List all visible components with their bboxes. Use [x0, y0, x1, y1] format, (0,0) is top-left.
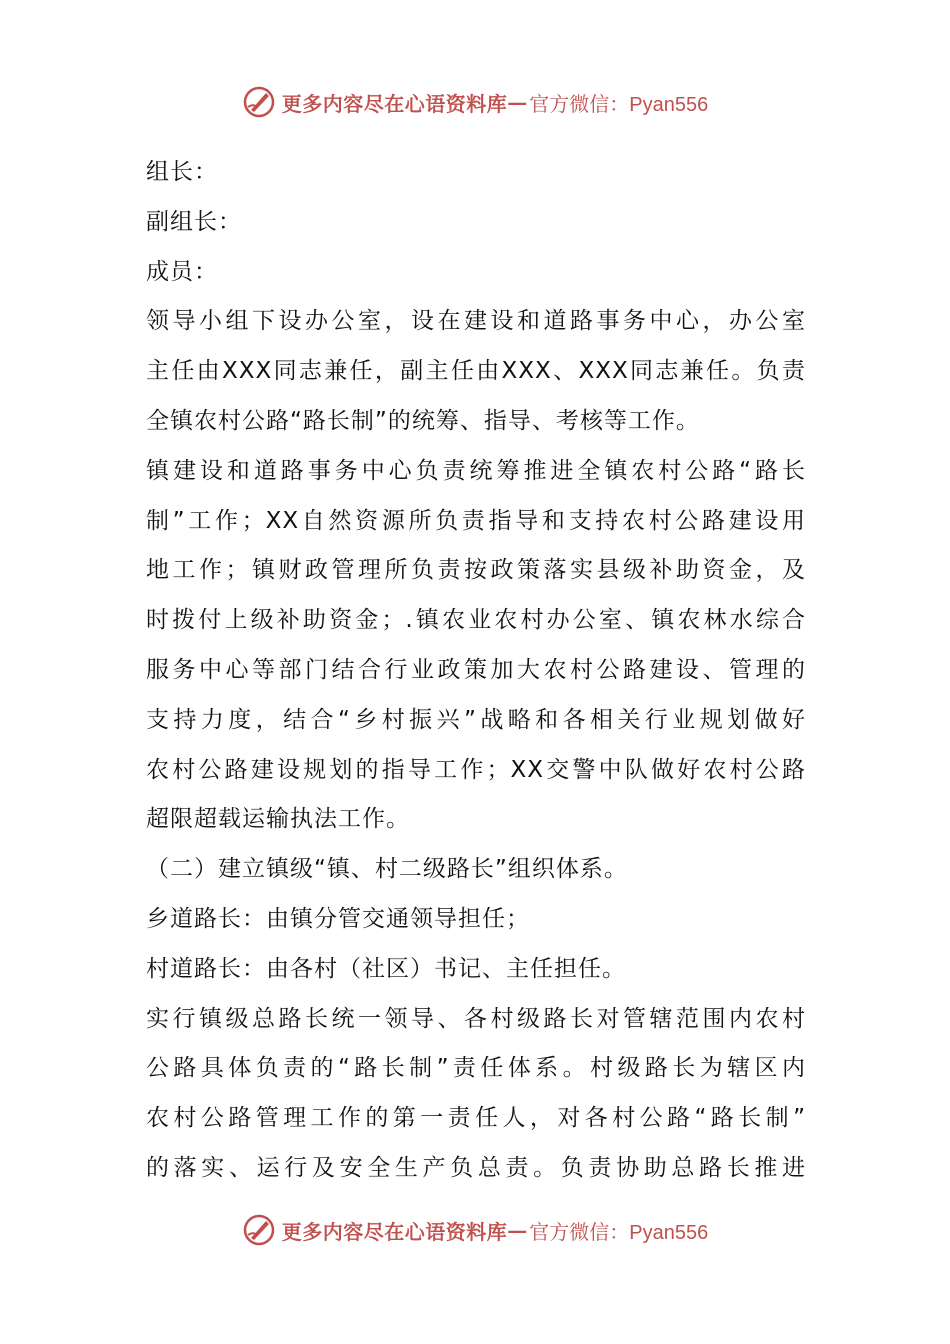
text-line: 主任由XXX同志兼任，副主任由XXX、XXX同志兼任。负责 [146, 358, 806, 385]
text-line: 全镇农村公路“路长制”的统筹、指导、考核等工作。 [146, 407, 700, 434]
banner-separator: — [507, 90, 528, 114]
header-watermark-banner [0, 82, 950, 122]
pen-circle-logo-icon [242, 85, 276, 119]
text-line: 服务中心等部门结合行业政策加大农村公路建设、管理的 [146, 656, 806, 683]
section-heading: （二）建立镇级“镇、村二级路长”组织体系。 [146, 856, 628, 883]
text-line: 乡道路长：由镇分管交通领导担任； [146, 905, 530, 932]
text-line: 副组长： [146, 208, 242, 235]
text-line: 农村公路建设规划的指导工作；XX交警中队做好农村公路 [146, 756, 806, 783]
banner-wechat: 官方微信：Pyan556 [529, 1221, 709, 1244]
text-line: 支持力度，结合“乡村振兴”战略和各相关行业规划做好 [146, 706, 806, 733]
banner-separator: — [507, 1218, 528, 1242]
text-line: 成员： [146, 258, 218, 285]
text-line: 公路具体负责的“路长制”责任体系。村级路长为辖区内 [146, 1055, 806, 1082]
text-line: 时拨付上级补助资金；.镇农业农村办公室、镇农林水综合 [146, 607, 806, 634]
text-line: 实行镇级总路长统一领导、各村级路长对管辖范围内农村 [146, 1005, 806, 1032]
banner-wechat: 官方微信：Pyan556 [529, 93, 709, 116]
footer-watermark-banner [0, 1210, 950, 1250]
text-line: 镇建设和道路事务中心负责统筹推进全镇农村公路“路长 [146, 457, 806, 484]
text-line: 农村公路管理工作的第一责任人，对各村公路“路长制” [146, 1105, 806, 1132]
pen-circle-logo-icon [242, 1213, 276, 1247]
banner-text: 更多内容尽在心语资料库 [281, 91, 508, 116]
text-line: 领导小组下设办公室，设在建设和道路事务中心，办公室 [146, 308, 806, 335]
text-line: 村道路长：由各村（社区）书记、主任担任。 [146, 955, 626, 982]
text-line: 地工作；镇财政管理所负责按政策落实县级补助资金，及 [146, 557, 806, 584]
text-line: 的落实、运行及安全生产负总责。负责协助总路长推进 [146, 1154, 806, 1181]
banner-text: 更多内容尽在心语资料库 [281, 1219, 508, 1244]
text-line: 制”工作；XX自然资源所负责指导和支持农村公路建设用 [146, 507, 806, 534]
text-line: 组长： [146, 159, 218, 185]
text-line: 超限超载运输执法工作。 [146, 806, 410, 833]
document-body [146, 148, 806, 1194]
